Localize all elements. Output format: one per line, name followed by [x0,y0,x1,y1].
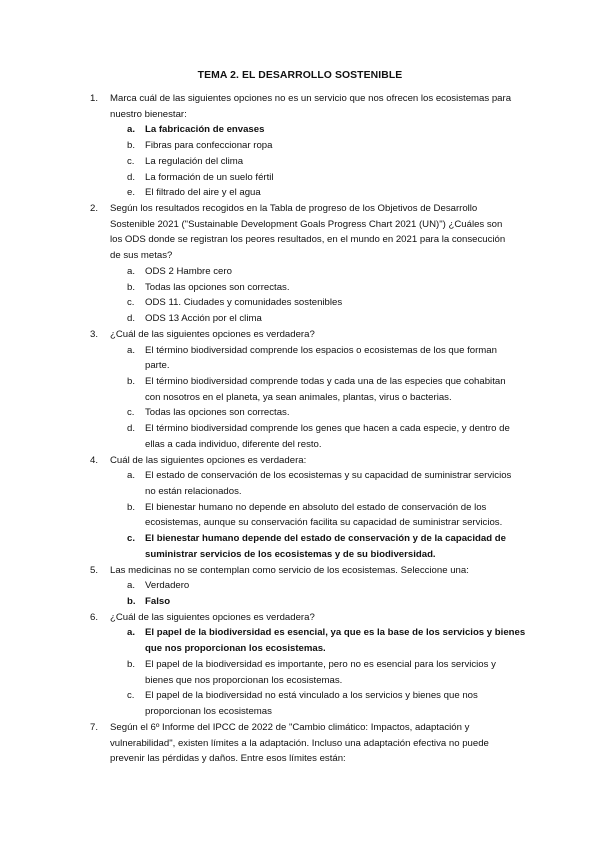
question-text: ¿Cuál de las siguientes opciones es verdadera? [110,611,315,623]
option-text-marked: La fabricación de envases [145,124,265,136]
option-text: ODS 11. Ciudades y comunidades sostenibles [145,297,343,309]
question-text: Las medicinas no se contemplan como servicio de los ecosistemas. Seleccione una: [110,564,469,576]
option-letter: c. [127,690,135,702]
question-number: 6. [90,611,99,623]
question-text: Cuál de las siguientes opciones es verdadera: [110,454,307,466]
option-letter: d. [127,171,136,183]
option-letter: d. [127,313,136,325]
option-text-marked: El papel de la biodiversidad es esencial, ya que es la base de los servicios y bienes [145,627,526,639]
question-number: 3. [90,328,99,340]
option-text: El término biodiversidad comprende los espacios o ecosistemas de los que forman [145,344,497,356]
option-text: El papel de la biodiversidad no está vinculado a los servicios y bienes que nos [145,690,478,702]
option-text: Todas las opciones son correctas. [145,281,290,293]
question-text: Marca cuál de las siguientes opciones no es un servicio que nos ofrecen los ecosistemas para [110,93,512,104]
question-text: de sus metas? [110,250,173,262]
option-text: Verdadero [145,580,190,592]
option-text: La formación de un suelo fértil [145,171,274,183]
option-text: Fibras para confeccionar ropa [145,140,273,152]
option-text-marked: Falso [145,596,171,608]
question-number: 4. [90,454,99,466]
option-letter: b. [127,281,136,293]
option-text: El término biodiversidad comprende los genes que hacen a cada especie, y dentro de [145,423,510,435]
option-letter: b. [127,501,136,513]
question-text: vulnerabilidad", existen límites a la adaptación. Incluso una adaptación efectiva no puede [110,737,489,749]
option-letter: c. [127,297,135,309]
option-letter: a. [127,470,136,482]
question-text: Según los resultados recogidos en la Tabla de progreso de los Objetivos de Desarrollo [110,203,478,215]
question-number: 5. [90,564,99,576]
question-text: nuestro bienestar: [110,108,187,120]
question-number: 2. [90,203,99,215]
option-text-marked: suministrar servicios de los ecosistemas y de su biodiversidad. [145,548,436,560]
option-letter: b. [127,658,136,670]
option-letter: a. [127,124,136,136]
question-text: Según el 6º Informe del IPCC de 2022 de "Cambio climático: Impactos, adaptación y [110,721,470,733]
option-text: El filtrado del aire y el agua [145,187,261,199]
option-letter: a. [127,580,136,592]
option-letter: c. [127,155,135,167]
option-text: ODS 13 Acción por el clima [145,313,262,325]
option-text: bienes que nos proporcionan los ecosistemas. [145,674,343,686]
option-text: ecosistemas, aunque su conservación facilita su capacidad de suministrar servicios. [145,517,503,529]
option-text: ellas a cada individuo, diferente del resto. [145,438,322,450]
option-text: El bienestar humano no depende en absoluto del estado de conservación de los [145,501,487,513]
option-text: parte. [145,360,170,372]
option-text: La regulación del clima [145,155,244,167]
option-letter: e. [127,187,136,199]
document-title: TEMA 2. EL DESARROLLO SOSTENIBLE [197,70,403,81]
option-letter: a. [127,265,136,277]
question-number: 1. [90,93,99,104]
option-text: El término biodiversidad comprende todas y cada una de las especies que cohabitan [145,375,506,387]
option-text: Todas las opciones son correctas. [145,407,290,419]
option-text: proporcionan los ecosistemas [145,706,272,718]
option-text: El papel de la biodiversidad es importante, pero no es esencial para los servicios y [145,658,496,670]
option-letter: a. [127,627,136,639]
question-text: los ODS donde se registran los peores resultados, en el mundo en 2021 para la consecución [110,234,506,246]
option-letter: c. [127,407,135,419]
option-text: ODS 2 Hambre cero [145,265,232,277]
option-text: no están relacionados. [145,486,242,497]
question-number: 7. [90,721,99,733]
option-letter: b. [127,596,136,608]
option-letter: d. [127,423,136,435]
option-text: El estado de conservación de los ecosistemas y su capacidad de suministrar servicios [145,470,512,482]
option-text-marked: El bienestar humano depende del estado de conservación y de la capacidad de [145,533,506,545]
question-text: prevenir las pérdidas y daños. Entre esos límites están: [110,753,346,765]
option-text-marked: que nos proporcionan los ecosistemas. [145,643,326,655]
option-letter: a. [127,344,136,356]
question-text: ¿Cuál de las siguientes opciones es verdadera? [110,328,315,340]
option-text: con nosotros en el planeta, ya sean animales, plantas, virus o bacterias. [145,391,452,403]
option-letter: b. [127,375,136,387]
option-letter: c. [127,533,136,545]
question-text: Sostenible 2021 ("Sustainable Development Goals Progress Chart 2021 (UN)") ¿Cuáles son [110,218,503,230]
option-letter: b. [127,140,136,152]
